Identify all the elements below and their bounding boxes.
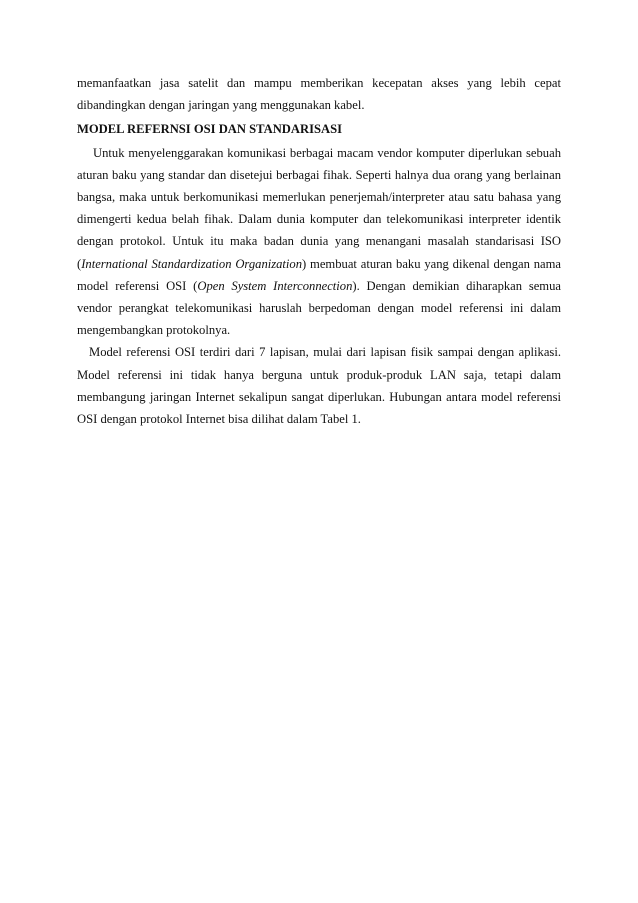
standardization-paragraph <box>77 142 561 342</box>
intro-paragraph: memanfaatkan jasa satelit dan mampu memberikan kecepatan akses yang lebih cepat dibandingkan dengan jaringan yang menggunakan kabel. <box>77 76 561 113</box>
section-heading: MODEL REFERNSI OSI DAN STANDARISASI <box>77 122 342 137</box>
standardization-text-part-1: Untuk menyelenggarakan komunikasi berbagai macam vendor komputer diperlukan sebuah aturan baku yang standar dan disetejui berbagai fihak. Seperti halnya dua orang yang berlainan bangsa, maka untuk berkomunikasi memerlukan penerjemah/interpreter atau satu bahasa yang dimengerti kedua belah fihak. Dalam dunia komputer dan telekomunikasi interpreter identik dengan protokol. Untuk itu maka badan dunia yang menangani masalah standarisasi ISO ( <box>77 145 561 271</box>
osi-full-name: Open System Interconnection <box>197 278 353 293</box>
standardization-text-part-3: ). Dengan demikian diharapkan semua vendor perangkat telekomunikasi haruslah berpedoman dengan model referensi ini dalam mengembangkan protokolnya. <box>77 278 561 338</box>
document-body <box>77 72 561 430</box>
osi-layers-paragraph: Model referensi OSI terdiri dari 7 lapisan, mulai dari lapisan fisik sampai dengan aplikasi. Model referensi ini tidak hanya berguna untuk produk-produk LAN saja, tetapi dalam membangung jaringan Internet sekalipun sangat diperlukan. Hubungan antara model referensi OSI dengan protokol Internet bisa dilihat dalam Tabel 1. <box>77 345 561 427</box>
iso-full-name: International Standardization Organization <box>81 256 303 271</box>
standardization-text-part-2: ) membuat aturan baku yang dikenal dengan nama model referensi OSI ( <box>77 256 562 293</box>
